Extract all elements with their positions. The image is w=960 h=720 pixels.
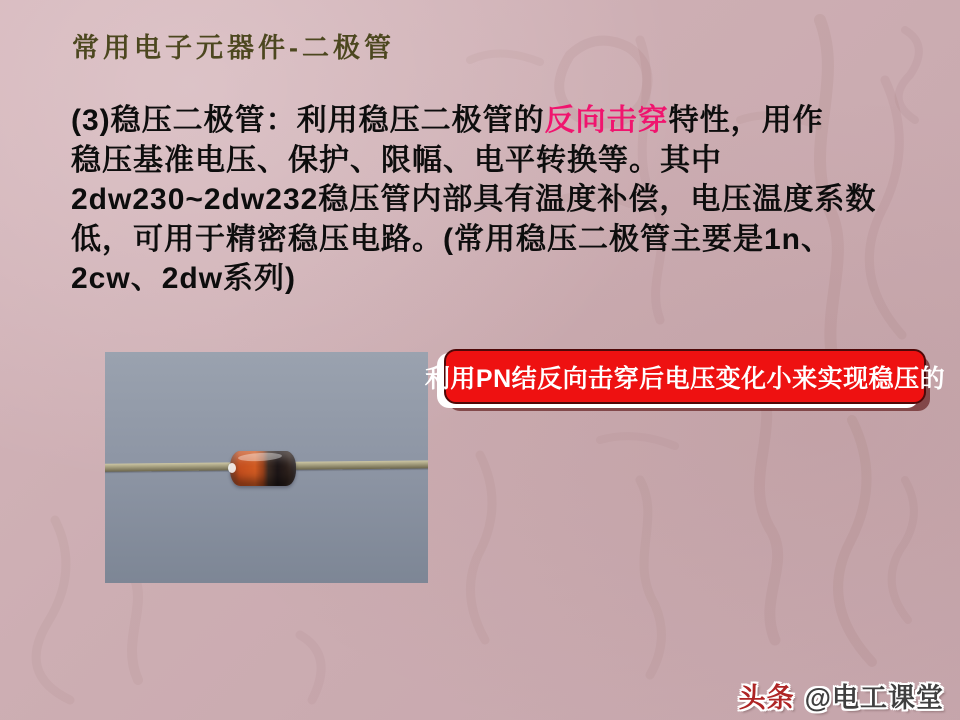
body-line <box>71 259 911 299</box>
body-paragraph <box>71 101 911 299</box>
glass-glint <box>228 463 236 473</box>
body-text: (3)稳压二极管：利用稳压二极管的 <box>71 104 545 137</box>
account-handle: @电工课堂 <box>804 683 944 713</box>
page-title: 常用电子元器件-二极管 <box>72 33 395 63</box>
body-line <box>71 141 911 181</box>
body-text: 低，可用于精密稳压电路。(常用稳压二极管主要是1n、 <box>71 222 832 256</box>
body-line <box>71 101 911 141</box>
glass-highlight <box>238 452 282 462</box>
body-text: 特性，用作 <box>668 104 824 137</box>
body-line <box>71 220 911 260</box>
toutiao-logo: 头条 <box>738 683 795 713</box>
body-line <box>71 180 911 220</box>
diode-glass-body <box>230 451 296 486</box>
callout-text: 利用PN结反向击穿后电压变化小来实现稳压的 <box>424 364 946 393</box>
body-text: 2dw230~2dw232稳压管内部具有温度补偿，电压温度系数 <box>71 183 877 216</box>
body-text: 稳压基准电压、保护、限幅、电平转换等。其中 <box>71 143 722 177</box>
callout-banner <box>424 349 946 404</box>
body-text: 2cw、2dw系列) <box>71 262 297 295</box>
body-text-highlight: 反向击穿 <box>544 104 669 137</box>
watermark-credit <box>739 676 944 715</box>
zener-diode-photo <box>105 352 428 583</box>
